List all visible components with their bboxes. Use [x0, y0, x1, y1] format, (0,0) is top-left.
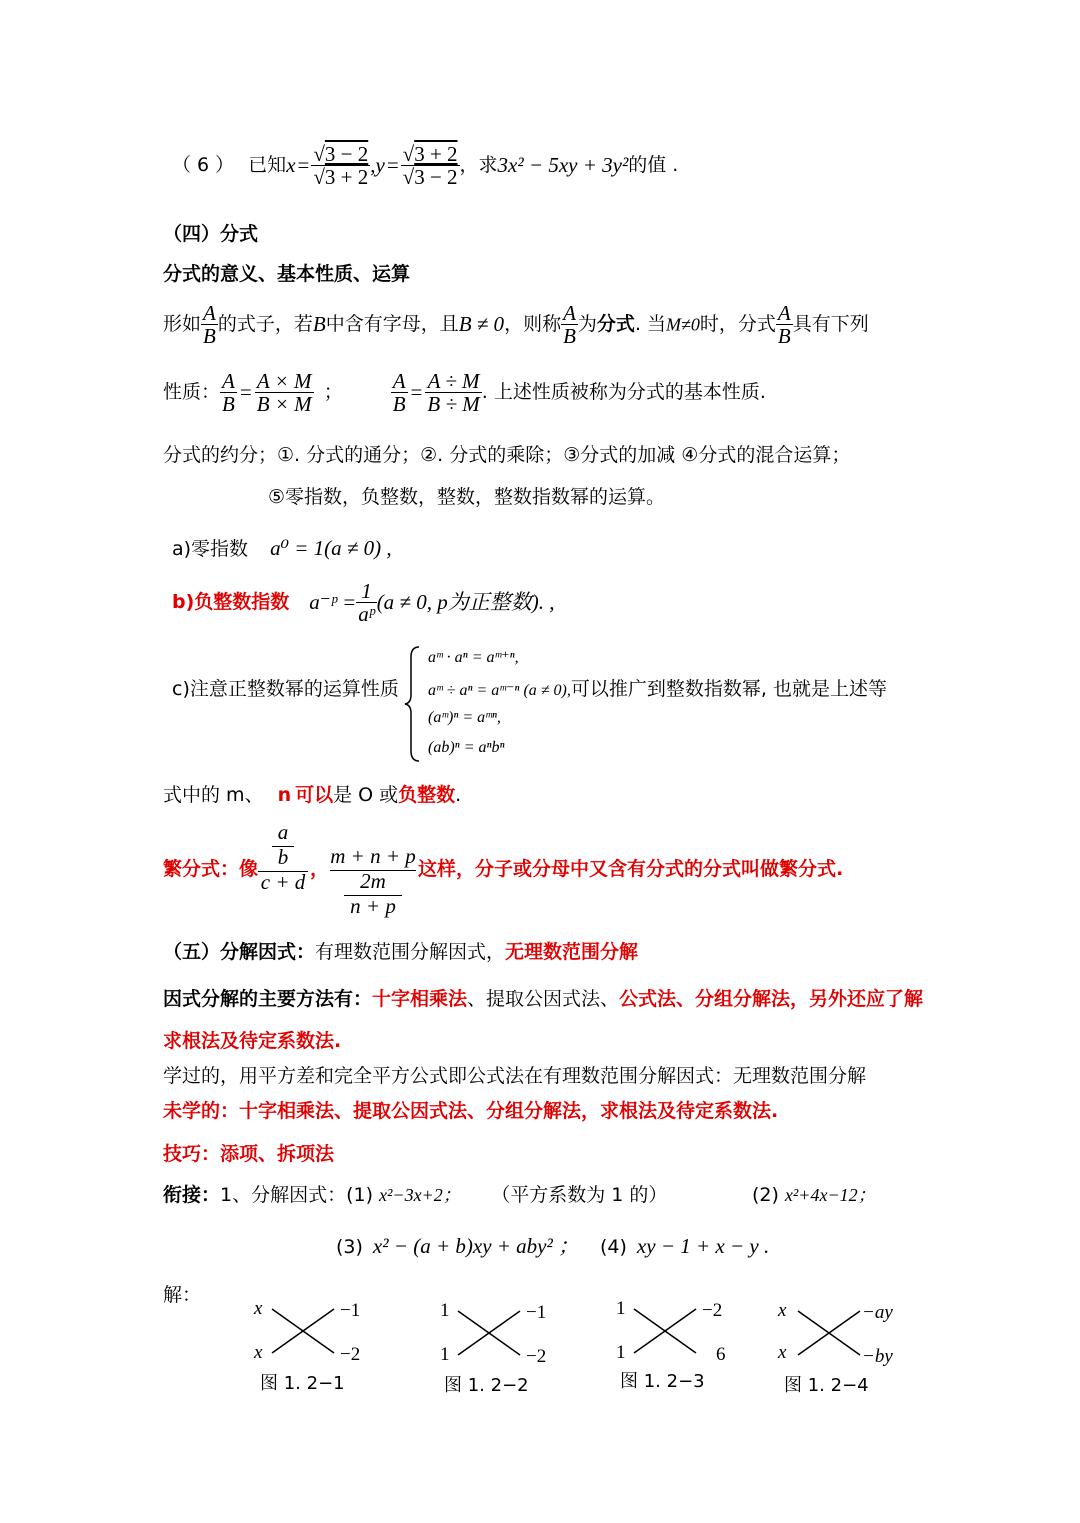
exponent-rules: [428, 650, 887, 770]
figure-2-top-left: 1: [440, 1300, 450, 1321]
unlearned-line: 未学的：十字相乘法、提取公因式法、分组分解法，求根法及待定系数法.: [163, 1100, 779, 1122]
exercise-q2: (2) x²+4x−12；: [752, 1184, 876, 1206]
figure-4-top-left: x: [778, 1300, 787, 1321]
figure-4-caption: 图 1. 2−4: [784, 1375, 869, 1396]
y-denominator: √3 − 2: [402, 165, 458, 190]
problem-6: （ 6 ） 已知x= $\frac{√3 - 2}{√3 + 2}$ ,y= $\frac{√3 + 2}{√3 - 2}$ ，求3x² − 5xy + 3y²的值 .: [172, 142, 679, 190]
figure-2-bottom-right: −2: [526, 1346, 547, 1367]
learned-line: 学过的，用平方差和完全平方公式即公式法在有理数范围分解因式：无理数范围分解: [163, 1065, 867, 1087]
y-numerator: √3 + 2: [402, 142, 458, 166]
target-expression: 3x² − 5xy + 3y²: [497, 153, 629, 178]
rule-power: (aᵐ)ⁿ = aᵐⁿ,: [428, 709, 501, 726]
exponent-continuation: 式中的 m、 n 可以是 O 或负整数.: [163, 784, 462, 806]
prop-times-fraction: $\frac{A \times M}{B \times M}$: [256, 369, 312, 417]
prop-div-fraction: $\frac{A \div M}{B \div M}$: [427, 369, 480, 417]
definition-paragraph: 形如 $\frac{A}{B}$ 的式子，若B中含有字母，且B ≠ 0，则称 $\frac{A}{B}$ 为分式. 当M≠0时，分式 $\frac{A}{B}$ 具有下列: [163, 301, 869, 349]
y-variable: y: [375, 153, 385, 178]
figure-3-bottom-right: 6: [716, 1344, 726, 1365]
b-not-zero: B ≠ 0: [458, 312, 505, 337]
negative-exponent: b)负整数指数 a⁻ᵖ = $\frac{1}{\text{aᵖ}}$ (a ≠ 0, p为正整数). ,: [172, 579, 555, 627]
rule-quotient: aᵐ ÷ aⁿ = aᵐ⁻ⁿ (a ≠ 0),可以推广到整数指数幂, 也就是上述等: [428, 678, 887, 700]
section-4-subheading: 分式的意义、基本性质、运算: [163, 263, 411, 285]
figure-1-top-right: −1: [340, 1300, 361, 1321]
term-fraction: 分式: [596, 313, 635, 336]
zero-exponent: a)零指数 a⁰ = 1(a ≠ 0) ,: [172, 536, 392, 560]
figure-3-top-right: −2: [702, 1300, 723, 1321]
figure-1-bottom-right: −2: [340, 1344, 361, 1365]
fraction-a-over-b-2: $\frac{A}{B}$: [563, 301, 576, 349]
fraction-a-over-b-3: $\frac{A}{B}$: [777, 301, 791, 349]
x-variable: x: [286, 153, 296, 178]
methods-line: 因式分解的主要方法有：十字相乘法、提取公因式法、公式法、分组分解法，另外还应了解: [163, 988, 924, 1010]
figure-2: [436, 1297, 556, 1397]
figure-3: [612, 1295, 732, 1395]
problem-ask: ，求: [459, 154, 498, 177]
section-4-heading: （四）分式: [163, 223, 259, 245]
complex-fraction-1: a b c + d: [258, 822, 308, 896]
properties-paragraph: 性质： $\frac{A}{B}$ = $\frac{A \times M}{B \times M}$ ； $\frac{A}{B}$ = $\frac{A \div M}{B \div M}$ . 上述性质被称为分式的基本性质.: [163, 369, 766, 417]
exercise-q4: (4) xy − 1 + x − y .: [600, 1234, 770, 1258]
complex-fraction-label: 繁分式：像: [163, 858, 259, 880]
problem-tail: 的值 .: [628, 154, 679, 177]
figure-1-caption: 图 1. 2−1: [260, 1373, 345, 1394]
exercise-line-1: 衔接：1、分解因式：(1) x²−3x+2； （平方系数为 1 的）: [163, 1184, 668, 1206]
figure-4-top-right: −ay: [862, 1302, 893, 1323]
x-numerator: √3 − 2: [313, 142, 369, 166]
section-5-heading: （五）分解因式：有理数范围分解因式，无理数范围分解: [163, 941, 639, 963]
rule-product-power: (ab)ⁿ = aⁿbⁿ: [428, 739, 505, 756]
fraction-a-over-b: $\frac{A}{B}$: [203, 301, 216, 349]
figure-3-caption: 图 1. 2−3: [620, 1371, 705, 1392]
figure-1-top-left: x: [254, 1298, 263, 1319]
negative-exponent-label: b)负整数指数: [172, 591, 290, 614]
equals-sign: =: [297, 153, 310, 178]
exercise-q3: (3) x² − (a + b)xy + aby² ；: [336, 1234, 580, 1258]
problem-label: （ 6 ）: [172, 154, 235, 177]
prop-a-over-b-2: $\frac{A}{B}$: [392, 369, 406, 417]
operations-line-2: ⑤零指数，负整数，整数，整数指数幂的运算。: [268, 486, 666, 508]
m-not-zero: M≠0: [666, 314, 700, 335]
figure-4-bottom-left: x: [778, 1342, 787, 1363]
complex-fraction-2: m + n + p 2m n + p: [330, 844, 416, 918]
figure-4-bottom-right: −by: [862, 1346, 893, 1367]
prop-a-over-b: $\frac{A}{B}$: [222, 369, 235, 417]
reciprocal-fraction: $\frac{1}{\text{aᵖ}}$: [358, 579, 375, 627]
complex-comma: ，: [310, 858, 330, 880]
solution-label: 解：: [163, 1284, 202, 1306]
tricks-line: 技巧：添项、拆项法: [163, 1143, 335, 1165]
figure-2-caption: 图 1. 2−2: [444, 1375, 529, 1396]
figure-3-bottom-left: 1: [616, 1342, 626, 1363]
figure-1-bottom-left: x: [254, 1342, 263, 1363]
rule-product: aᵐ · aⁿ = aᵐ⁺ⁿ,: [428, 649, 519, 666]
left-brace-icon: [403, 645, 423, 763]
y-fraction: [401, 143, 460, 188]
methods-line-2: 求根法及待定系数法.: [163, 1030, 342, 1052]
x-denominator: √3 + 2: [313, 165, 369, 190]
figure-3-top-left: 1: [616, 1298, 626, 1319]
complex-fraction-definition: 这样，分子或分母中又含有分式的分式叫做繁分式.: [418, 858, 844, 880]
operations-line-1: 分式的约分；①. 分式的通分；②. 分式的乘除；③分式的加减 ④分式的混合运算；: [163, 444, 851, 466]
figure-2-bottom-left: 1: [440, 1344, 450, 1365]
x-fraction: [311, 143, 370, 188]
figure-4: [776, 1297, 906, 1397]
problem-given: 已知: [248, 154, 287, 177]
exponent-rules-label: c)注意正整数幂的运算性质: [172, 678, 399, 700]
figure-1: [250, 1295, 370, 1395]
figure-2-top-right: −1: [526, 1302, 547, 1323]
